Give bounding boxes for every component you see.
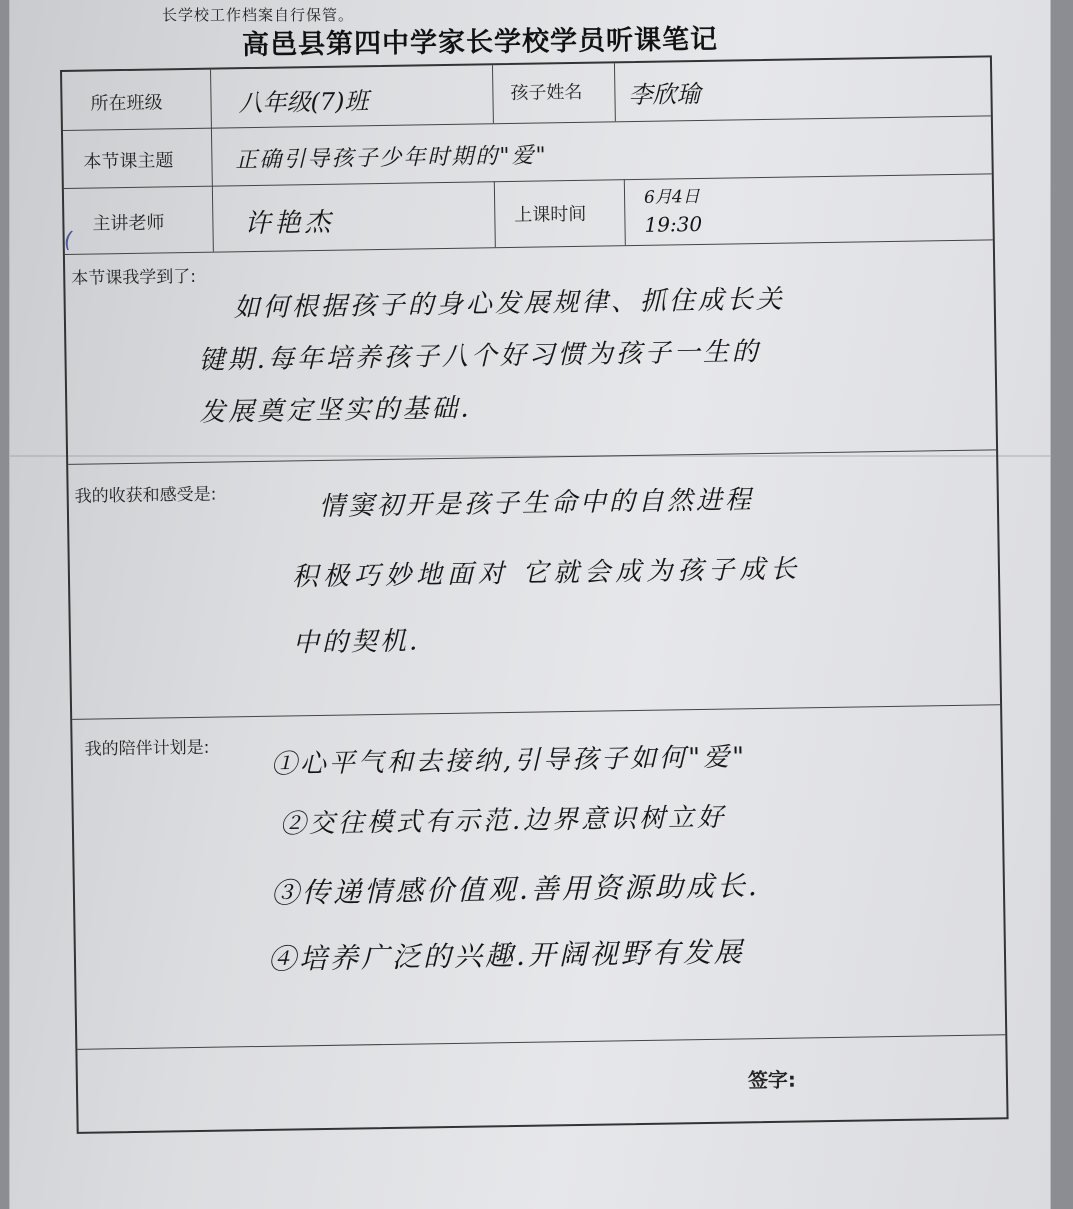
class-time-value: 19:30 [644,211,703,237]
signature-label: 签字: [747,1067,797,1093]
learned-line-3: 发展奠定坚实的基础. [199,393,472,428]
header-note: 长学校工作档案自行保管。 [162,6,355,24]
page-title: 高邑县第四中学家长学校学员听课笔记 [241,24,719,61]
plan-line-4: ④培养广泛的兴趣.开阔视野有发展 [267,935,746,976]
section-plan [72,704,1005,1050]
notes-form [60,55,1009,1134]
topic-value: 正确引导孩子少年时期的"爱" [235,143,548,174]
section-feelings [68,449,1000,720]
learned-line-1: 如何根据孩子的身心发展规律、抓住成长关 [233,284,785,324]
margin-pen-mark: ( [61,227,76,254]
feelings-label: 我的收获和感受是: [74,484,217,507]
section-learned [65,239,996,465]
learned-line-2: 键期.每年培养孩子八个好习惯为孩子一生的 [198,337,762,376]
teacher-value: 许艳杰 [244,207,335,240]
child-name-label: 孩子姓名 [510,81,583,104]
class-time-label: 上课时间 [514,203,587,226]
topic-label: 本节课主题 [83,150,174,173]
plan-label: 我的陪伴计划是: [84,737,210,760]
class-value: 八年级(7)班 [238,87,369,118]
plan-line-1: ①心平气和去接纳,引导孩子如何"爱" [270,742,748,780]
feelings-line-1: 情窦初开是孩子生命中的自然进程 [318,485,755,522]
plan-line-2: ②交往模式有示范.边界意识树立好 [279,802,727,840]
class-label: 所在班级 [90,92,163,115]
teacher-label: 主讲老师 [92,212,165,235]
feelings-line-3: 中的契机. [292,626,421,659]
child-name-value: 李欣瑜 [628,79,701,110]
feelings-line-2: 积极巧妙地面对 它就会成为孩子成长 [291,554,802,593]
learned-label: 本节课我学到了: [71,266,197,289]
plan-line-3: ③传递情感价值观.善用资源助成长. [270,869,760,910]
class-date-value: 6月4日 [643,186,700,208]
section-signature [77,1034,1006,1130]
